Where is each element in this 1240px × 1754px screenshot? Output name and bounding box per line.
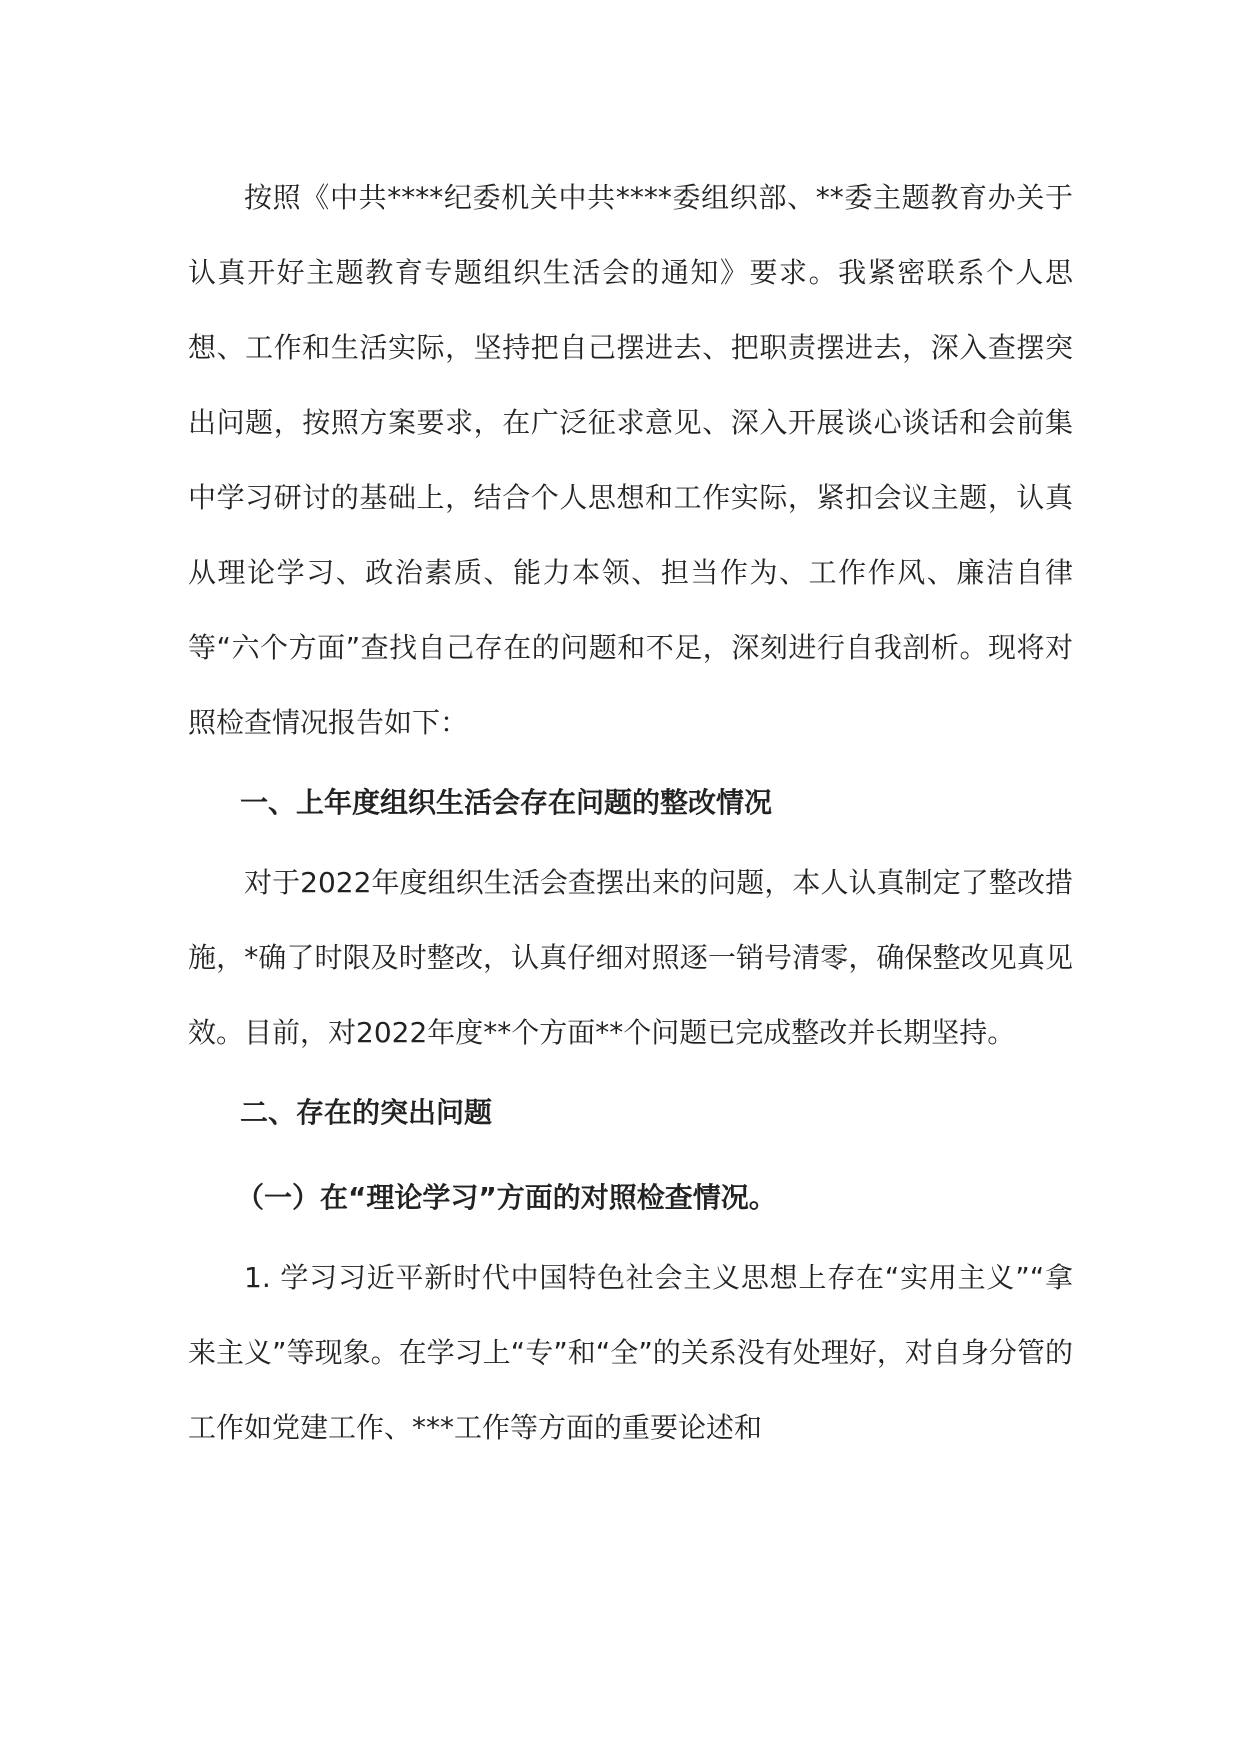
intro-paragraph: 按照《中共****纪委机关中共****委组织部、**委主题教育办关于认真开好主题教育专题组织生活会的通知》要求。我紧密联系个人思想、工作和生活实际，坚持把自己摆进去、把职责摆进去，深入查摆突出问题，按照方案要求，在广泛征求意见、深入开展谈心谈话和会前集中学习研讨的基础上，结合个人思想和工作实际，紧扣会议主题，认真从理论学习、政治素质、能力本领、担当作为、工作作风、廉洁自律等“六个方面”查找自己存在的问题和不足，深刻进行自我剖析。现将对照检查情况报告如下： [188,181,1073,739]
subsection-1-heading: （一）在“理论学习”方面的对照检查情况。 [236,1181,777,1214]
item-1-paragraph: 1. 学习习近平新时代中国特色社会主义思想上存在“实用主义”“拿来主义”等现象。在学习上“专”和“全”的关系没有处理好，对自身分管的工作如党建工作、***工作等方面的重要论述和 [188,1261,1073,1444]
section-1-paragraph: 对于2022年度组织生活会查摆出来的问题，本人认真制定了整改措施，*确了时限及时整改，认真仔细对照逐一销号清零，确保整改见真见效。目前，对2022年度**个方面**个问题已完成整改并长期坚持。 [188,866,1073,1049]
section-2-heading: 二、存在的突出问题 [240,1096,493,1129]
document-body [188,160,1073,1465]
section-1-heading: 一、上年度组织生活会存在问题的整改情况 [240,786,773,819]
